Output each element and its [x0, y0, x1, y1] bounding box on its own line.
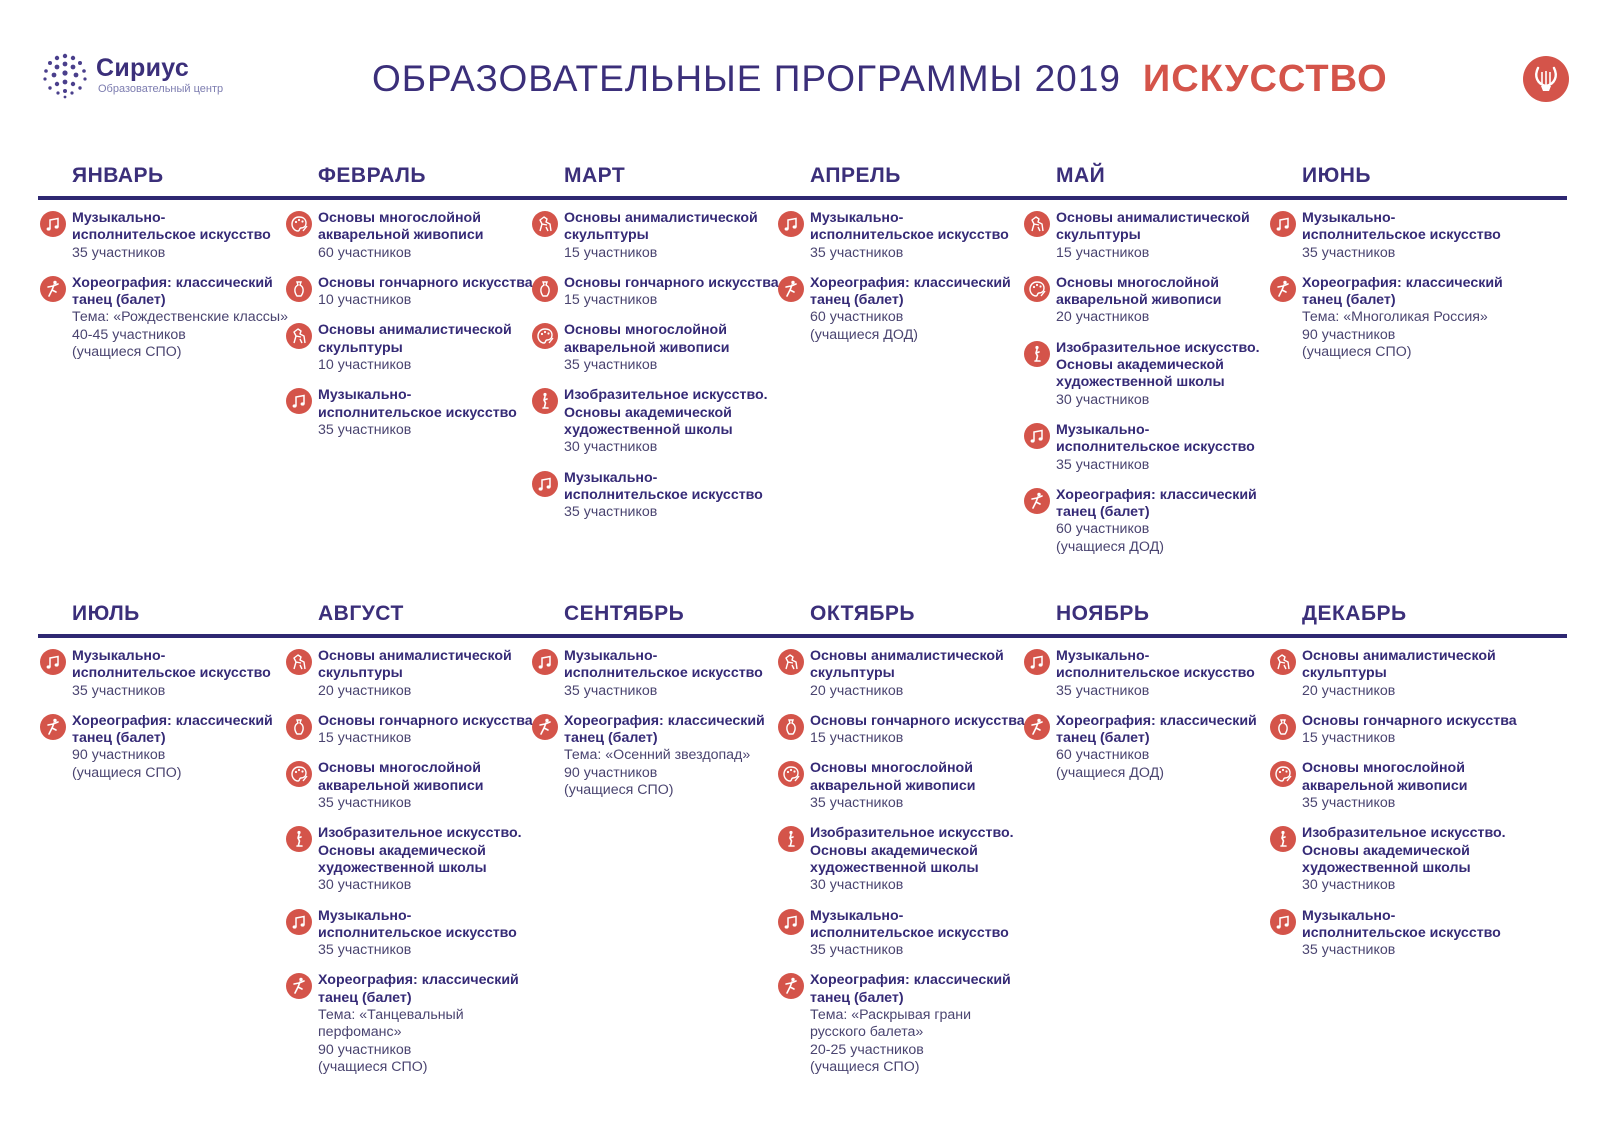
- program-title: Музыкально-исполнительское искусство: [1056, 421, 1255, 456]
- program-item: [530, 387, 780, 456]
- palette-icon: [286, 211, 312, 237]
- program-title: Музыкально-исполнительское искусство: [318, 387, 517, 421]
- page-title-accent: ИСКУССТВО: [1142, 58, 1388, 100]
- program-list: [1268, 210, 1518, 374]
- program-title: Основы многослойной акварельной живописи: [564, 322, 730, 356]
- program-note: 30 участников: [1056, 391, 1150, 408]
- program-item: [776, 760, 1026, 812]
- palette-icon: [1024, 276, 1050, 302]
- dance-icon: [286, 973, 312, 999]
- program-item: [284, 387, 534, 439]
- program-title: Музыкально-исполнительское искусство: [72, 210, 271, 244]
- program-title: Основы многослойной акварельной живописи: [318, 760, 484, 794]
- palette-icon: [532, 323, 558, 349]
- program-note: 35 участников: [318, 942, 412, 959]
- statue-icon: [286, 826, 312, 852]
- program-title: Хореография: классический танец (балет): [1056, 486, 1257, 521]
- vase-icon: [286, 714, 312, 740]
- palette-icon: [778, 761, 804, 787]
- program-item: [284, 908, 534, 960]
- program-note: 15 участников: [318, 730, 412, 747]
- program-title: Основы многослойной акварельной живописи: [1056, 274, 1222, 309]
- brand-name: Сириус: [96, 54, 190, 82]
- program-note: 15 участников: [564, 292, 658, 309]
- program-item: [530, 275, 780, 310]
- program-list: [38, 648, 288, 795]
- statue-icon: [1024, 341, 1050, 367]
- program-note: 60 участников: [1056, 521, 1150, 538]
- program-note: 35 участников: [564, 357, 658, 374]
- program-title: Основы гончарного искусства: [1302, 712, 1517, 729]
- program-note: (учащиеся СПО): [72, 764, 182, 781]
- program-note: 35 участников: [72, 682, 166, 699]
- horse-icon: [286, 323, 312, 349]
- sirius-logo[interactable]: [40, 50, 260, 100]
- program-note: (учащиеся СПО): [1302, 344, 1412, 361]
- music-icon: [286, 388, 312, 414]
- program-note: (учащиеся СПО): [564, 782, 674, 799]
- dance-icon: [40, 714, 66, 740]
- month-name: МАЙ: [1056, 164, 1106, 187]
- music-icon: [286, 909, 312, 935]
- program-note: 30 участников: [1302, 877, 1396, 894]
- program-note: 20 участников: [1056, 309, 1150, 326]
- program-note: Тема: «Многоликая Россия»: [1302, 309, 1488, 326]
- program-list: [284, 210, 534, 452]
- program-note: 35 участников: [1302, 795, 1396, 812]
- program-list: [530, 648, 780, 812]
- program-title: Изобразительное искусство. Основы академической художественной школы: [564, 387, 768, 438]
- program-title: Изобразительное искусство. Основы академической художественной школы: [1302, 825, 1506, 876]
- program-item: [530, 322, 780, 374]
- music-icon: [40, 211, 66, 237]
- statue-icon: [532, 388, 558, 414]
- month-name: АВГУСТ: [318, 602, 404, 625]
- program-item: [1268, 760, 1518, 812]
- month-name: ЯНВАРЬ: [72, 164, 164, 187]
- vase-icon: [1270, 714, 1296, 740]
- statue-icon: [1270, 826, 1296, 852]
- program-note: 35 участников: [564, 504, 658, 521]
- month-divider: [38, 634, 1567, 638]
- program-title: Основы многослойной акварельной живописи: [810, 760, 976, 794]
- month-name: ДЕКАБРЬ: [1302, 602, 1407, 625]
- music-icon: [1270, 909, 1296, 935]
- program-title: Хореография: классический танец (балет): [810, 274, 1011, 309]
- program-title: Основы анималистической скульптуры: [1056, 210, 1250, 244]
- dance-icon: [778, 973, 804, 999]
- program-note: (учащиеся ДОД): [1056, 764, 1164, 781]
- music-icon: [1024, 423, 1050, 449]
- program-item: [284, 322, 534, 374]
- program-item: [1022, 648, 1272, 700]
- program-title: Изобразительное искусство. Основы академической художественной школы: [810, 825, 1014, 876]
- program-note: 15 участников: [1302, 730, 1396, 747]
- program-item: [1022, 487, 1272, 556]
- program-title: Основы гончарного искусства: [318, 712, 533, 729]
- program-item: [284, 648, 534, 700]
- vase-icon: [532, 276, 558, 302]
- dance-icon: [1270, 276, 1296, 302]
- music-icon: [1024, 649, 1050, 675]
- lyre-icon: [1523, 56, 1569, 102]
- program-item: [1268, 713, 1518, 748]
- program-item: [776, 713, 1026, 748]
- program-title: Хореография: классический танец (балет): [1302, 274, 1503, 309]
- program-note: 15 участников: [564, 244, 658, 261]
- month-name: ОКТЯБРЬ: [810, 602, 916, 625]
- program-item: [1268, 908, 1518, 960]
- program-note: (учащиеся ДОД): [1056, 538, 1164, 555]
- program-title: Музыкально-исполнительское искусство: [564, 648, 763, 682]
- program-note: 35 участников: [564, 682, 658, 699]
- program-title: Музыкально-исполнительское искусство: [72, 648, 271, 682]
- program-title: Основы многослойной акварельной живописи: [1302, 760, 1468, 794]
- program-note: 90 участников: [72, 747, 166, 764]
- program-title: Хореография: классический танец (балет): [72, 274, 273, 309]
- program-item: [530, 648, 780, 700]
- program-note: 35 участников: [810, 795, 904, 812]
- program-note: 15 участников: [1056, 244, 1150, 261]
- month-name: АПРЕЛЬ: [810, 164, 901, 187]
- month-name: НОЯБРЬ: [1056, 602, 1150, 625]
- program-note: 30 участников: [810, 877, 904, 894]
- month-name: ИЮНЬ: [1302, 164, 1372, 187]
- program-note: 15 участников: [810, 730, 904, 747]
- dance-icon: [1024, 488, 1050, 514]
- logo-dots-icon: [40, 50, 90, 100]
- horse-icon: [778, 649, 804, 675]
- program-list: [1268, 648, 1518, 972]
- program-note: Тема: «Танцевальный перфоманс»: [318, 1007, 464, 1041]
- horse-icon: [532, 211, 558, 237]
- program-item: [284, 275, 534, 310]
- program-title: Музыкально-исполнительское искусство: [810, 907, 1009, 941]
- program-item: [1268, 825, 1518, 894]
- program-title: Основы анималистической скульптуры: [318, 322, 512, 356]
- program-item: [530, 210, 780, 262]
- program-note: Тема: «Раскрывая грани русского балета»: [810, 1007, 972, 1041]
- program-note: 30 участников: [318, 877, 412, 894]
- palette-icon: [1270, 761, 1296, 787]
- program-item: [776, 275, 1026, 344]
- dance-icon: [532, 714, 558, 740]
- program-item: [284, 713, 534, 748]
- month-name: МАРТ: [564, 164, 626, 187]
- program-title: Хореография: классический танец (балет): [318, 972, 519, 1006]
- vase-icon: [778, 714, 804, 740]
- program-note: Тема: «Рождественские классы»: [72, 309, 288, 326]
- program-note: 20 участников: [318, 682, 412, 699]
- program-note: 20 участников: [810, 682, 904, 699]
- program-item: [776, 972, 1026, 1076]
- dance-icon: [1024, 714, 1050, 740]
- program-note: Тема: «Осенний звездопад»: [564, 747, 751, 764]
- program-note: 60 участников: [318, 244, 412, 261]
- program-title: Музыкально-исполнительское искусство: [318, 907, 517, 941]
- program-note: 35 участников: [318, 421, 412, 438]
- program-item: [284, 972, 534, 1076]
- program-note: 35 участников: [810, 244, 904, 261]
- program-title: Музыкально-исполнительское искусство: [1302, 907, 1501, 941]
- program-note: (учащиеся СПО): [72, 344, 182, 361]
- program-list: [776, 210, 1026, 357]
- program-title: Основы гончарного искусства: [318, 274, 533, 291]
- program-note: 35 участников: [1302, 942, 1396, 959]
- program-note: 20-25 участников: [810, 1041, 924, 1058]
- music-icon: [778, 211, 804, 237]
- palette-icon: [286, 761, 312, 787]
- program-note: 90 участников: [564, 764, 658, 781]
- vase-icon: [286, 276, 312, 302]
- program-item: [284, 760, 534, 812]
- program-title: Музыкально-исполнительское искусство: [810, 210, 1009, 244]
- program-list: [1022, 210, 1272, 569]
- program-list: [284, 648, 534, 1089]
- month-name: СЕНТЯБРЬ: [564, 602, 685, 625]
- program-note: 60 участников: [810, 309, 904, 326]
- program-item: [284, 210, 534, 262]
- program-title: Музыкально-исполнительское искусство: [564, 469, 763, 503]
- program-note: 90 участников: [1302, 326, 1396, 343]
- program-note: 20 участников: [1302, 682, 1396, 699]
- program-list: [1022, 648, 1272, 795]
- program-item: [38, 275, 288, 361]
- program-item: [38, 648, 288, 700]
- program-note: (учащиеся СПО): [318, 1058, 428, 1075]
- program-title: Хореография: классический танец (балет): [810, 972, 1011, 1006]
- program-note: 10 участников: [318, 292, 412, 309]
- horse-icon: [1270, 649, 1296, 675]
- program-note: 35 участников: [810, 942, 904, 959]
- program-title: Хореография: классический танец (балет): [564, 712, 765, 747]
- program-item: [1022, 275, 1272, 327]
- program-note: 35 участников: [1056, 456, 1150, 473]
- program-item: [1022, 422, 1272, 474]
- program-note: (учащиеся ДОД): [810, 326, 918, 343]
- program-title: Основы гончарного искусства: [564, 274, 779, 291]
- program-title: Основы анималистической скульптуры: [810, 648, 1004, 682]
- program-title: Изобразительное искусство. Основы академической художественной школы: [318, 825, 522, 876]
- program-item: [1022, 340, 1272, 409]
- program-item: [1268, 648, 1518, 700]
- program-note: 35 участников: [1302, 244, 1396, 261]
- horse-icon: [286, 649, 312, 675]
- program-item: [530, 470, 780, 522]
- program-note: 90 участников: [318, 1041, 412, 1058]
- music-icon: [532, 471, 558, 497]
- program-title: Музыкально-исполнительское искусство: [1056, 648, 1255, 682]
- program-note: 35 участников: [72, 244, 166, 261]
- program-item: [1268, 275, 1518, 361]
- program-item: [1022, 713, 1272, 782]
- brand-subtitle: Образовательный центр: [98, 83, 224, 95]
- month-name: ИЮЛЬ: [72, 602, 140, 625]
- music-icon: [778, 909, 804, 935]
- program-title: Хореография: классический танец (балет): [1056, 712, 1257, 747]
- program-list: [776, 648, 1026, 1089]
- program-note: 10 участников: [318, 357, 412, 374]
- month-divider: [38, 196, 1567, 200]
- program-title: Основы анималистической скульптуры: [1302, 648, 1496, 682]
- dance-icon: [778, 276, 804, 302]
- program-title: Изобразительное искусство. Основы академической художественной школы: [1056, 339, 1260, 391]
- program-title: Основы гончарного искусства: [810, 712, 1025, 729]
- program-item: [38, 713, 288, 782]
- program-title: Музыкально-исполнительское искусство: [1302, 210, 1501, 244]
- program-item: [1022, 210, 1272, 262]
- dance-icon: [40, 276, 66, 302]
- page-title: [372, 58, 1388, 101]
- page-title-main: ОБРАЗОВАТЕЛЬНЫЕ ПРОГРАММЫ 2019: [372, 58, 1121, 99]
- program-title: Хореография: классический танец (балет): [72, 712, 273, 747]
- program-item: [776, 908, 1026, 960]
- program-item: [776, 648, 1026, 700]
- program-item: [776, 210, 1026, 262]
- program-item: [1268, 210, 1518, 262]
- program-item: [284, 825, 534, 894]
- horse-icon: [1024, 211, 1050, 237]
- program-title: Основы анималистической скульптуры: [318, 648, 512, 682]
- program-item: [38, 210, 288, 262]
- month-name: ФЕВРАЛЬ: [318, 164, 427, 187]
- program-title: Основы многослойной акварельной живописи: [318, 210, 484, 244]
- program-title: Основы анималистической скульптуры: [564, 210, 758, 244]
- statue-icon: [778, 826, 804, 852]
- program-note: (учащиеся СПО): [810, 1058, 920, 1075]
- program-note: 35 участников: [318, 795, 412, 812]
- music-icon: [532, 649, 558, 675]
- program-note: 30 участников: [564, 439, 658, 456]
- program-note: 35 участников: [1056, 682, 1150, 699]
- music-icon: [40, 649, 66, 675]
- program-list: [38, 210, 288, 374]
- program-item: [776, 825, 1026, 894]
- program-note: 40-45 участников: [72, 326, 186, 343]
- program-item: [530, 713, 780, 799]
- program-list: [530, 210, 780, 534]
- program-note: 60 участников: [1056, 747, 1150, 764]
- music-icon: [1270, 211, 1296, 237]
